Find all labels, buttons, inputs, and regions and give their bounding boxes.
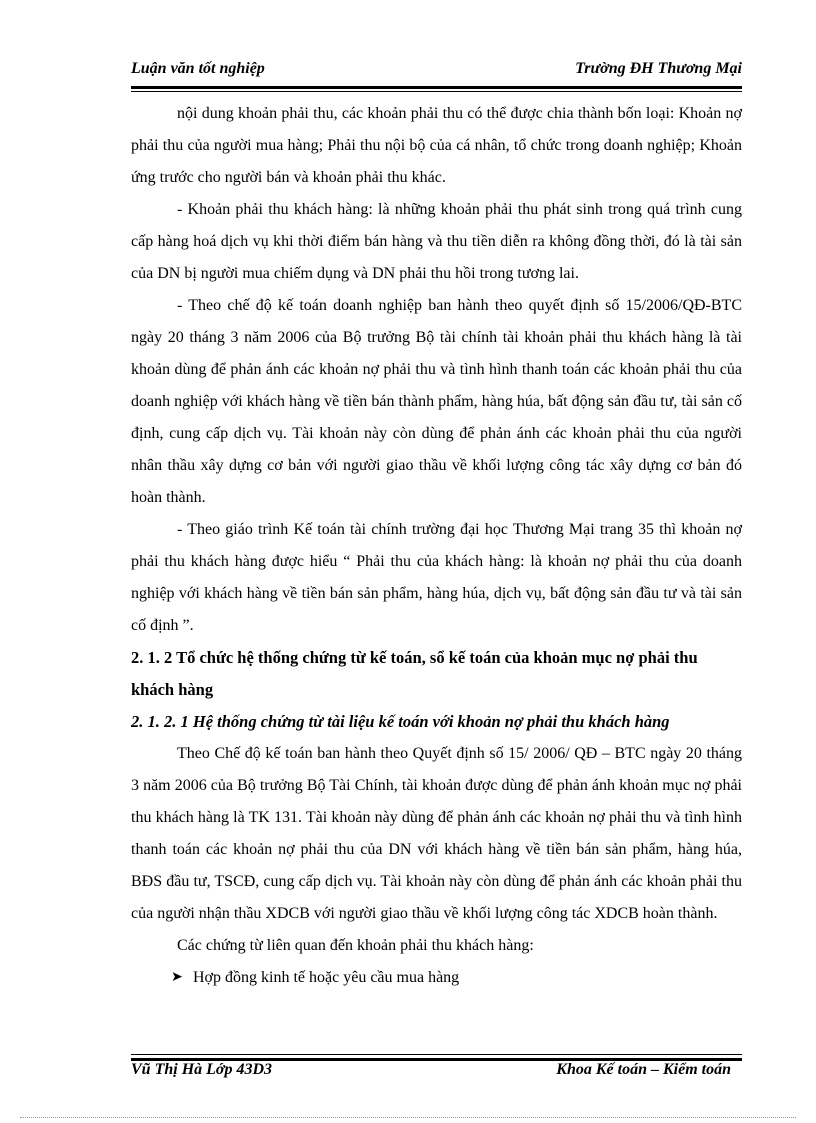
list-item — [131, 962, 742, 994]
paragraph-textbook-definition: - Theo giáo trình Kế toán tài chính trường đại học Thương Mại trang 35 thì khoản nợ phải thu khách hàng được hiểu “ Phải thu của khách hàng: là khoản nợ phải thu của doanh nghiệp với khách hàng về tiền bán sản phẩm, hàng húa, dịch vụ, bất động sản đầu tư và tài sản cố định ”. — [131, 521, 742, 634]
page-footer — [131, 1061, 731, 1085]
page-header — [131, 60, 742, 86]
paragraph-receivables-types: nội dung khoản phải thu, các khoản phải thu có thể được chia thành bốn loại: Khoản nợ phải thu của người mua hàng; Phải thu nội bộ của cá nhân, tổ chức trong doanh nghiệp; Khoản ứng trước cho người bán và khoản phải thu khác. — [131, 105, 742, 186]
footer-rule-thin — [131, 1054, 742, 1055]
page-boundary-line — [20, 1117, 796, 1118]
header-rule-thin — [131, 91, 742, 92]
subsection-heading: 2. 1. 2. 1 Hệ thống chứng từ tài liệu kế toán với khoản nợ phải thu khách hàng — [131, 712, 670, 731]
paragraph-documents-intro: Các chứng từ liên quan đến khoản phải thu khách hàng: — [177, 937, 534, 954]
footer-author: Vũ Thị Hà Lớp 43D3 — [131, 1061, 273, 1078]
footer-faculty: Khoa Kế toán – Kiểm toán — [556, 1061, 731, 1078]
header-thesis-title: Luận văn tốt nghiệp — [131, 60, 265, 77]
list-item-text: Hợp đồng kinh tế hoặc yêu cầu mua hàng — [193, 969, 460, 986]
header-rule-thick — [131, 86, 742, 89]
section-heading: 2. 1. 2 Tổ chức hệ thống chứng từ kế toán, sổ kế toán của khoản mục nợ phải thu khách hàng — [131, 648, 698, 699]
paragraph-tk131: Theo Chế độ kế toán ban hành theo Quyết định số 15/ 2006/ QĐ – BTC ngày 20 tháng 3 năm 2006 của Bộ trưởng Bộ Tài Chính, tài khoản được dùng để phản ánh khoản mục nợ phải thu khách hàng là TK 131. Tài khoản này dùng để phản ánh các khoản nợ phải thu và tình hình thanh toán các khoản nợ phải thu của DN với khách hàng về tiền bán sản phẩm, hàng húa, BĐS đầu tư, TSCĐ, cung cấp dịch vụ. Tài khoản này còn dùng để phản ánh các khoản phải thu của người nhận thầu XDCB với người giao thầu về khối lượng công tác XDCB hoàn thành. — [131, 745, 742, 922]
arrow-bullet-icon: ➤ — [171, 970, 183, 985]
page-body — [131, 98, 742, 994]
paragraph-customer-receivables: - Khoản phải thu khách hàng: là những khoản phải thu phát sinh trong quá trình cung cấp hàng hoá dịch vụ khi thời điểm bán hàng và thu tiền diễn ra không đồng thời, đó là tài sản của DN bị người mua chiếm dụng và DN phải thu hồi trong tương lai. — [131, 201, 742, 282]
paragraph-accounting-regime: - Theo chế độ kế toán doanh nghiệp ban hành theo quyết định số 15/2006/QĐ-BTC ngày 20 tháng 3 năm 2006 của Bộ trưởng Bộ tài chính tài khoản phải thu khách hàng là tài khoản dùng để phản ánh các khoản nợ phải thu và tình hình thanh toán các khoản phải thu của doanh nghiệp với khách hàng về tiền bán thành phẩm, hàng húa, bất động sản đầu tư, tài sản cố định, cung cấp dịch vụ. Tài khoản này còn dùng để phản ánh các khoản phải thu của người nhân thầu xây dựng cơ bản với người giao thầu về khối lượng công tác xây dựng cơ bản đó hoàn thành. — [131, 297, 742, 506]
header-university: Trường ĐH Thương Mại — [575, 60, 742, 77]
